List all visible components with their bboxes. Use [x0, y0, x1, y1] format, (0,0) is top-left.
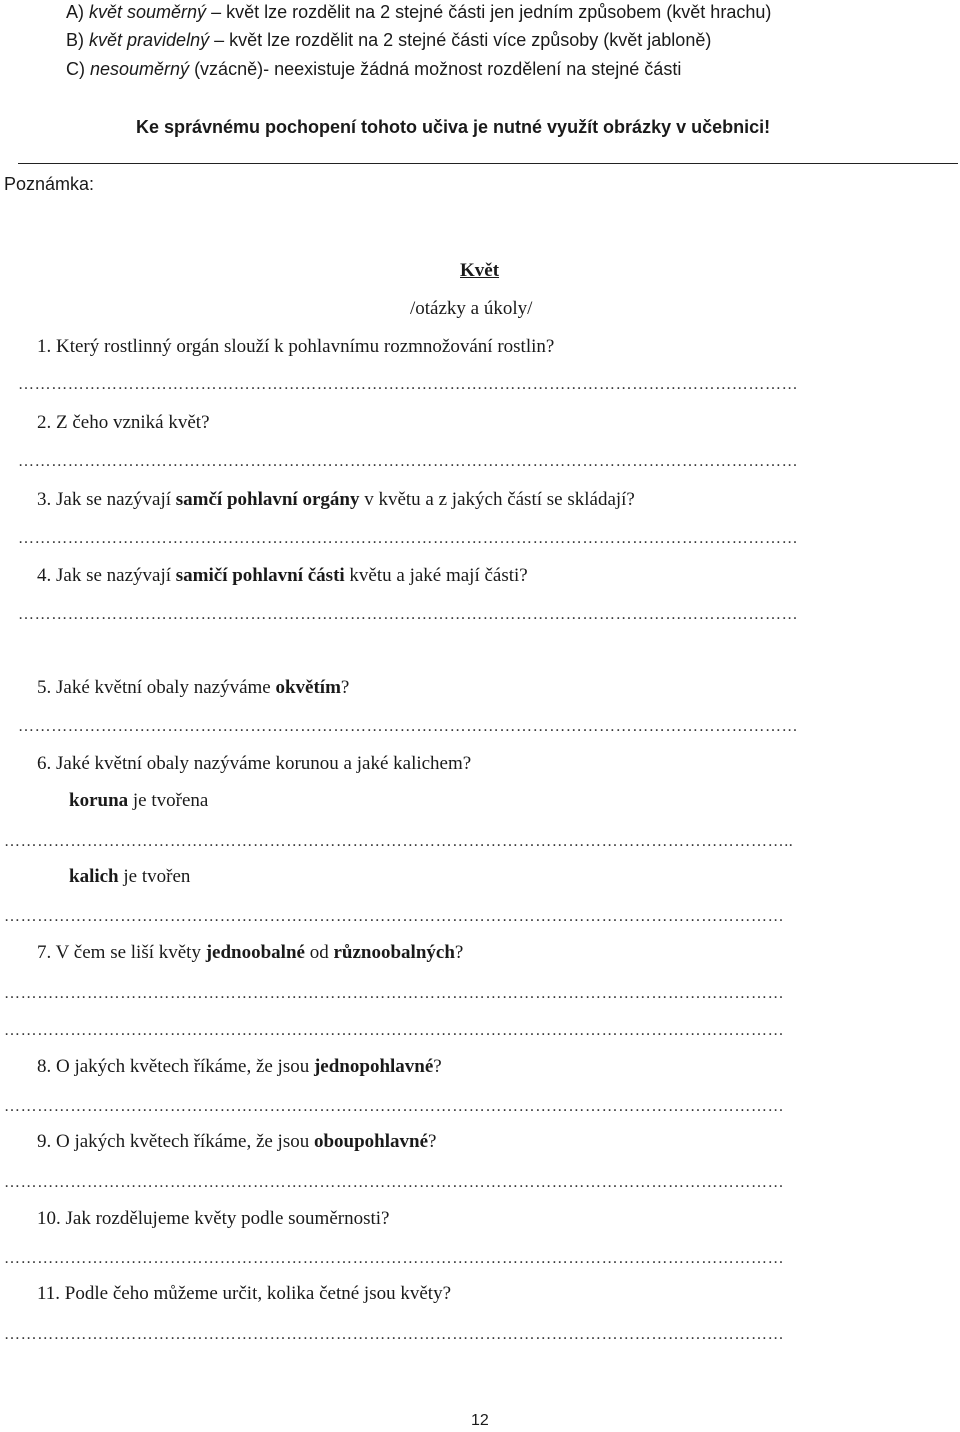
question-6-kalich-bold: kalich	[69, 866, 119, 887]
question-6-kalich-rest: je tvořen	[118, 866, 191, 887]
classification-a-prefix: A)	[66, 2, 90, 22]
question-9-num: 9.	[37, 1131, 52, 1152]
classification-a-rest: – květ lze rozdělit na 2 stejné části jen jedním způsobem (květ hrachu)	[206, 2, 772, 22]
answer-line: ……………………………………………………………………………………………………………………………	[4, 985, 785, 1002]
answer-line: ……………………………………………………………………………………………………………………………	[4, 908, 785, 925]
question-7-bold-1: jednoobalné	[205, 942, 305, 963]
question-6-koruna-rest: je tvořena	[128, 790, 209, 811]
question-8-pre: O jakých květech říkáme, že jsou	[56, 1056, 314, 1077]
question-8-post: ?	[433, 1056, 442, 1077]
worksheet-title	[460, 260, 499, 282]
classification-b	[66, 29, 711, 51]
question-6-num: 6.	[37, 753, 52, 774]
question-10-text: Jak rozdělujeme květy podle souměrnosti?	[65, 1208, 390, 1229]
note-label: Poznámka:	[4, 174, 95, 194]
answer-line: ……………………………………………………………………………………………………………………………	[18, 606, 799, 623]
question-7-bold-2: různoobalných	[333, 942, 455, 963]
question-8	[37, 1056, 442, 1078]
question-3-pre: Jak se nazývají	[56, 489, 176, 510]
question-4-num: 4.	[37, 565, 52, 586]
question-5-pre: Jaké květní obaly nazýváme	[56, 677, 276, 698]
question-5-num: 5.	[37, 677, 52, 698]
question-2-text: Z čeho vzniká květ?	[56, 412, 210, 433]
question-10	[37, 1208, 389, 1230]
question-4-pre: Jak se nazývají	[56, 565, 176, 586]
question-11-num: 11.	[37, 1283, 61, 1304]
answer-line: ……………………………………………………………………………………………………………………………	[18, 530, 799, 547]
question-6	[37, 753, 471, 775]
question-7-num: 7.	[37, 942, 52, 963]
question-1-num: 1.	[37, 336, 52, 357]
answer-line: ……………………………………………………………………………………………………………………………	[4, 1250, 785, 1267]
question-2-num: 2.	[37, 412, 52, 433]
question-9-post: ?	[428, 1131, 437, 1152]
question-4-post: květu a jaké mají části?	[344, 565, 528, 586]
classification-b-term: květ pravidelný	[89, 30, 210, 50]
classification-c-prefix: C)	[66, 59, 90, 79]
answer-line: ……………………………………………………………………………………………………………………………	[18, 718, 799, 735]
question-3-post: v květu a z jakých částí se skládají?	[359, 489, 635, 510]
question-9	[37, 1131, 436, 1153]
question-11-text: Podle čeho můžeme určit, kolika četné jsou květy?	[64, 1283, 452, 1304]
page-number: 12	[471, 1412, 489, 1429]
classification-c-term: nesouměrný	[90, 59, 190, 79]
answer-line: ……………………………………………………………………………………………………………………………	[4, 1326, 785, 1343]
question-8-bold: jednopohlavné	[313, 1056, 434, 1077]
answer-line: ……………………………………………………………………………………………………………………………	[4, 1098, 785, 1115]
question-7	[37, 942, 463, 964]
classification-a-term: květ souměrný	[89, 2, 207, 22]
question-6-kalich	[69, 866, 190, 888]
question-5-bold: okvětím	[275, 677, 341, 698]
question-6-text: Jaké květní obaly nazýváme korunou a jaké kalichem?	[56, 753, 472, 774]
answer-line: ……………………………………………………………………………………………………………………………	[18, 453, 799, 470]
question-2	[37, 412, 210, 434]
question-8-num: 8.	[37, 1056, 52, 1077]
answer-line: ……………………………………………………………………………………………………………………………..	[4, 833, 794, 850]
question-5-post: ?	[340, 677, 350, 698]
answer-line: ……………………………………………………………………………………………………………………………	[4, 1174, 785, 1191]
question-5	[37, 677, 349, 699]
answer-line: ……………………………………………………………………………………………………………………………	[18, 376, 799, 393]
question-3-bold: samčí pohlavní orgány	[175, 489, 360, 510]
question-3	[37, 489, 635, 511]
question-9-pre: O jakých květech říkáme, že jsou	[56, 1131, 314, 1152]
horizontal-rule	[18, 163, 958, 164]
question-4	[37, 565, 528, 587]
classification-c-rest: (vzácně)- neexistuje žádná možnost rozdělení na stejné části	[189, 59, 682, 79]
question-11	[37, 1283, 451, 1305]
question-1-text: Který rostlinný orgán slouží k pohlavnímu rozmnožování rostlin?	[56, 336, 555, 357]
textbook-note: Ke správnému pochopení tohoto učiva je nutné využít obrázky v učebnici!	[136, 117, 771, 137]
classification-a	[66, 1, 771, 23]
question-6-koruna	[69, 790, 208, 812]
question-10-num: 10.	[37, 1208, 61, 1229]
question-6-koruna-bold: koruna	[69, 790, 129, 811]
answer-line: ……………………………………………………………………………………………………………………………	[4, 1022, 785, 1039]
question-1	[37, 336, 554, 358]
question-7-pre: V čem se liší květy	[55, 942, 206, 963]
question-9-bold: oboupohlavné	[313, 1131, 429, 1152]
question-4-bold: samičí pohlavní části	[175, 565, 345, 586]
question-7-post: ?	[454, 942, 464, 963]
worksheet-title-text: Květ	[460, 260, 500, 281]
classification-b-prefix: B)	[66, 30, 90, 50]
classification-b-rest: – květ lze rozdělit na 2 stejné části více způsoby (květ jabloně)	[209, 30, 712, 50]
question-3-num: 3.	[37, 489, 52, 510]
classification-c	[66, 58, 681, 80]
question-7-mid: od	[304, 942, 334, 963]
worksheet-subtitle: /otázky a úkoly/	[410, 298, 533, 319]
